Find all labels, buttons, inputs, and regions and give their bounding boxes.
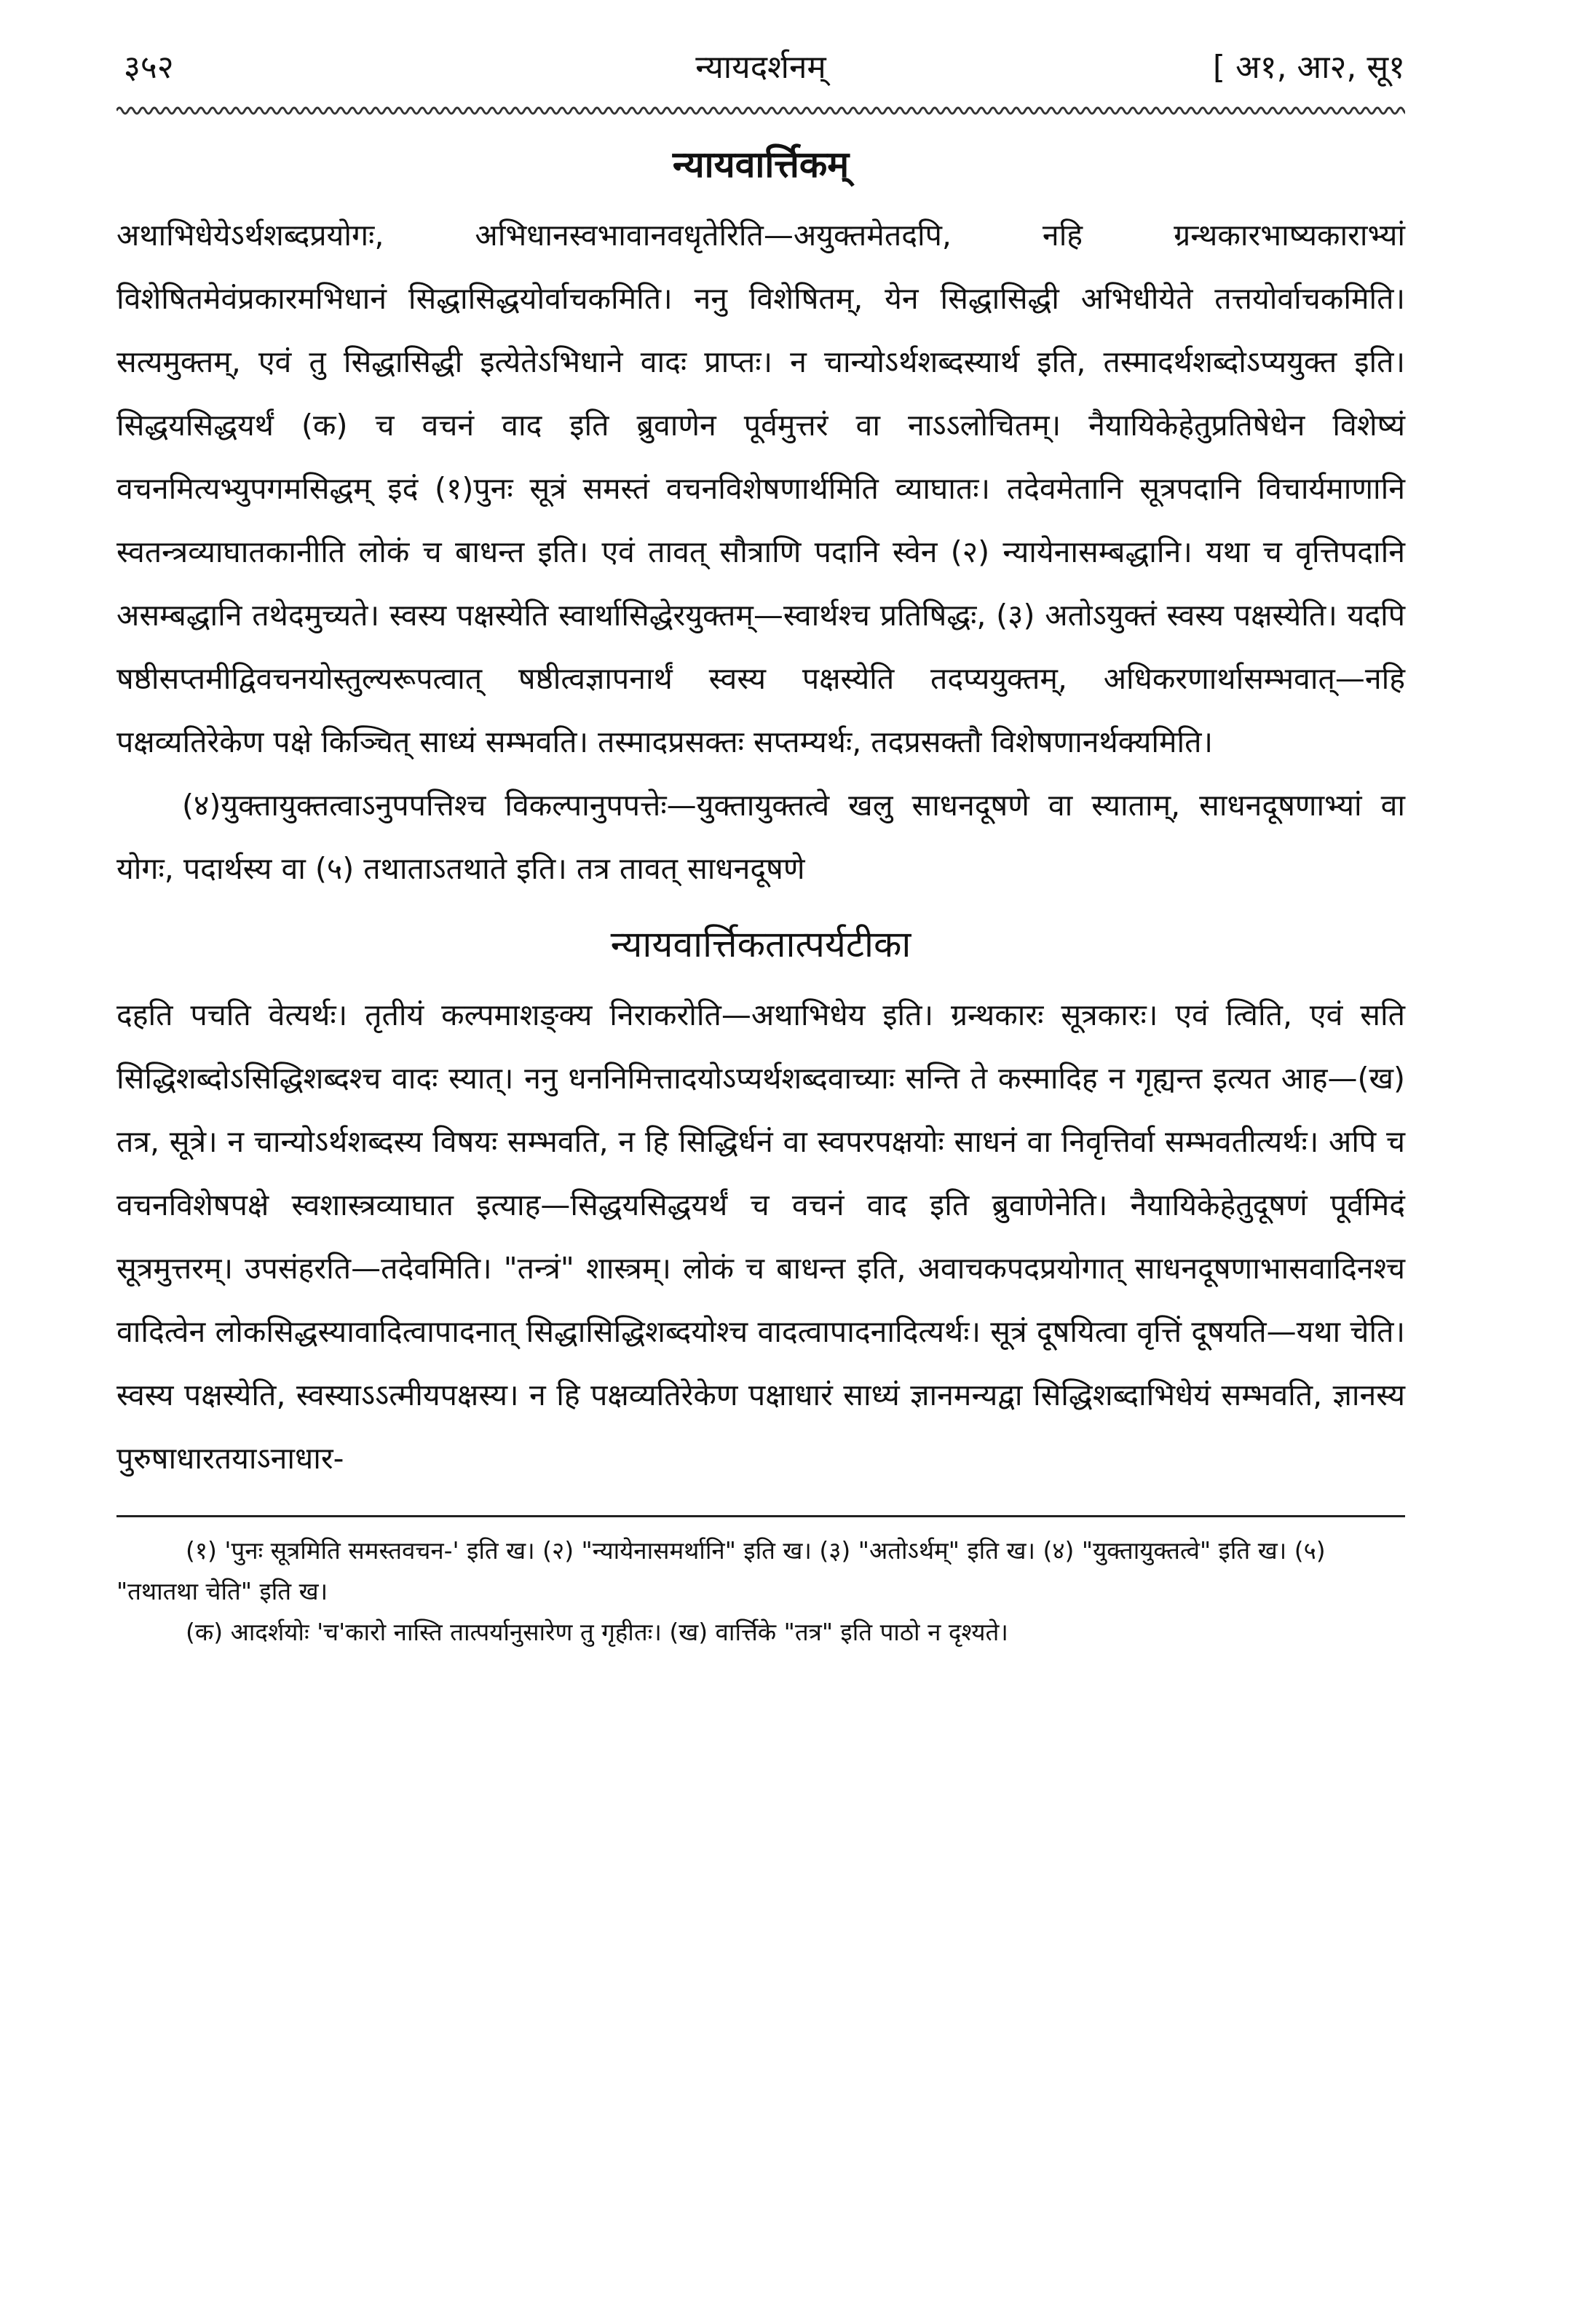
book-page (116, 40, 1405, 1653)
wavy-divider (116, 102, 1405, 119)
vartika-body (116, 204, 1405, 901)
vartika-paragraph: (४)युक्तायुक्तत्वाऽनुपपत्तिश्च विकल्पानुपपत्तेः—युक्तायुक्तत्वे खलु साधनदूषणे वा स्याताम्, साधनदूषणाभ्यां वा योगः, पदार्थस्य वा (५) तथाताऽतथाते इति। तत्र तावत् साधनदूषणे (116, 788, 1405, 886)
footnote-divider (116, 1515, 1405, 1517)
tika-paragraph: दहति पचति वेत्यर्थः। तृतीयं कल्पमाशङ्क्य निराकरोति—अथाभिधेय इति। ग्रन्थकारः सूत्रकारः। एवं त्विति, एवं सति सिद्धिशब्दोऽसिद्धिशब्दश्च वादः स्यात्। ननु धननिमित्तादयोऽप्यर्थशब्दवाच्याः सन्ति ते कस्मादिह न गृह्यन्त इत्यत आह—(ख) तत्र, सूत्रे। न चान्योऽर्थशब्दस्य विषयः सम्भवति, न हि सिद्धिर्धनं वा स्वपरपक्षयोः साधनं वा निवृत्तिर्वा सम्भवतीत्यर्थः। अपि च वचनविशेषपक्षे स्वशास्त्रव्याघात इत्याह—सिद्धयसिद्धयर्थं च वचनं वाद इति ब्रुवाणेनेति। नैयायिकेहेतुदूषणं पूर्वमिदं सूत्रमुत्तरम्। उपसंहरति—तदेवमिति। "तन्त्रं" शास्त्रम्। लोकं च बाधन्त इति, अवाचकपदप्रयोगात् साधनदूषणाभासवादिनश्च वादित्वेन लोकसिद्धस्यावादित्वापादनात् सिद्धासिद्धिशब्दयोश्च वादत्वापादनादित्यर्थः। सूत्रं दूषयित्वा वृत्तिं दूषयति—यथा चेति। स्वस्य पक्षस्येति, स्वस्याऽऽत्मीयपक्षस्य। न हि पक्षव्यतिरेकेण पक्षाधारं साध्यं ज्ञानमन्यद्वा सिद्धिशब्दाभिधेयं सम्भवति, ज्ञानस्य पुरुषाधारतयाऽनाधार- (116, 997, 1406, 1476)
tika-heading: न्यायवार्त्तिकतात्पर्यटीका (610, 923, 911, 965)
page-number: ३५२ (124, 49, 174, 86)
book-title: न्यायदर्शनम् (695, 49, 826, 86)
footnote-line: (१) 'पुनः सूत्रमिति समस्तवचन-' इति ख। (२) "न्यायेनासमर्थानि" इति ख। (३) "अतोऽर्थम्" इति ख। (४) "युक्तायुक्तत्वे" इति ख। (५) "तथातथा चेति" इति ख। (116, 1536, 1326, 1605)
vartika-paragraph: अथाभिधेयेऽर्थशब्दप्रयोगः, अभिधानस्वभावानवधृतेरिति—अयुक्तमेतदपि, नहि ग्रन्थकारभाष्यकाराभ्यां विशेषितमेवंप्रकारमभिधानं सिद्धासिद्धयोर्वाचकमिति। ननु विशेषितम्, येन सिद्धासिद्धी अभिधीयेते तत्तयोर्वाचकमिति। सत्यमुक्तम्, एवं तु सिद्धासिद्धी इत्येतेऽभिधाने वादः प्राप्तः। न चान्योऽर्थशब्दस्यार्थ इति, तस्मादर्थशब्दोऽप्ययुक्त इति। सिद्धयसिद्धयर्थं (क) च वचनं वाद इति ब्रुवाणेन पूर्वमुत्तरं वा नाऽऽलोचितम्। नैयायिकेहेतुप्रतिषेधेन विशेष्यं वचनमित्यभ्युपगमसिद्धम् इदं (१)पुनः सूत्रं समस्तं वचनविशेषणार्थमिति व्याघातः। तदेवमेतानि सूत्रपदानि विचार्यमाणानि स्वतन्त्रव्याघातकानीति लोकं च बाधन्त इति। एवं तावत् सौत्राणि पदानि स्वेन (२) न्यायेनासम्बद्धानि। यथा च वृत्तिपदानि असम्बद्धानि तथेदमुच्यते। स्वस्य पक्षस्येति स्वार्थासिद्धेरयुक्तम्—स्वार्थश्च प्रतिषिद्धः, (३) अतोऽयुक्तं स्वस्य पक्षस्येति। यदपि षष्ठीसप्तमीद्विवचनयोस्तुल्यरूपत्वात् षष्ठीत्वज्ञापनार्थं स्वस्य पक्षस्येति तदप्ययुक्तम्, अधिकरणार्थासम्भवात्—नहि पक्षव्यतिरेकेण पक्षे किञ्चित् साध्यं सम्भवति। तस्मादप्रसक्तः सप्तम्यर्थः, तदप्रसक्तौ विशेषणानर्थक्यमिति। (116, 218, 1405, 759)
section-reference: [ अ१, आ२, सू१ (1212, 49, 1405, 86)
vartika-heading: न्यायवार्त्तिकम् (672, 143, 850, 186)
tika-body (116, 984, 1405, 1490)
running-header (116, 40, 1405, 95)
footnote-line: (क) आदर्शयोः 'च'कारो नास्ति तात्पर्यानुसारेण तु गृहीतः। (ख) वार्त्तिके "तत्र" इति पाठो न दृश्यते। (186, 1618, 1008, 1646)
footnotes (116, 1530, 1405, 1653)
